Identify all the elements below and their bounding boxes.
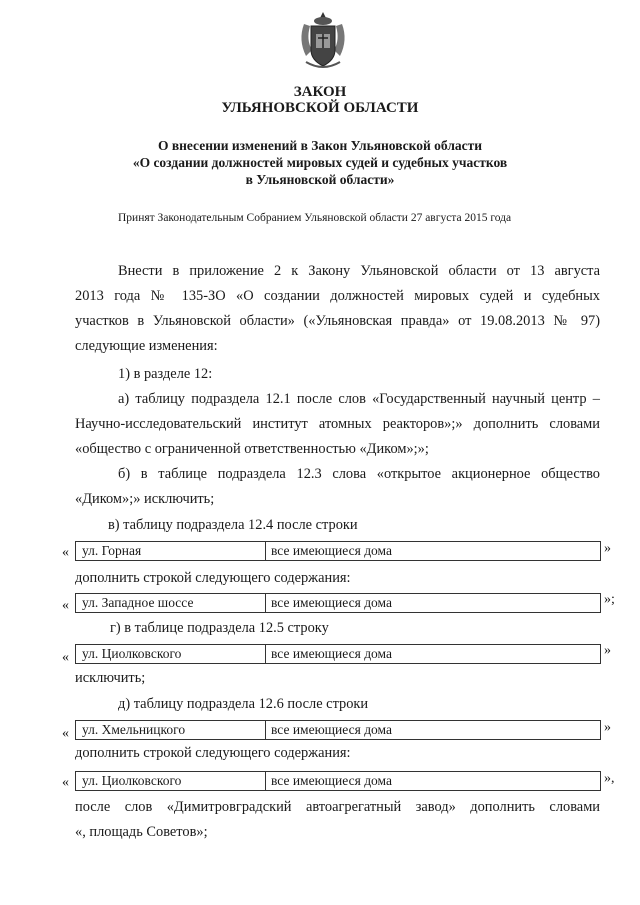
houses-cell: все имеющиеся дома [271,595,392,610]
open-quote: « [62,545,69,560]
paragraph-line: б) в таблице подраздела 12.3 слова «открытое акционерное общество [118,466,600,482]
paragraph-line: участков в Ульяновской области» («Ульяновская правда» от 19.08.2013 № 97) [75,313,600,329]
table-row [75,541,601,561]
open-quote: « [62,726,69,741]
paragraph-line: дополнить строкой следующего содержания: [75,570,351,586]
street-cell: ул. Западное шоссе [76,594,266,612]
open-quote: « [62,598,69,613]
street-cell: ул. Циолковского [76,645,266,663]
street-cell: ул. Горная [76,542,266,560]
paragraph-line: «общество с ограниченной ответственностью «Диком»;»; [75,441,429,457]
table-row [75,644,601,664]
paragraph-line: «Диком»;» исключить; [75,491,215,507]
adoption-note: Принят Законодательным Собранием Ульяновской области 27 августа 2015 года [118,212,512,224]
houses-cell: все имеющиеся дома [271,646,392,661]
close-quote: » [604,541,611,556]
law-region-title: УЛЬЯНОВСКОЙ ОБЛАСТИ [221,100,419,116]
paragraph-line: 2013 года № 135-ЗО «О создании должностей мировых судей и судебных [75,288,600,304]
paragraph-line: Научно-исследовательский институт атомных реакторов»;» дополнить словами [75,416,600,432]
close-quote: », [604,771,615,786]
close-quote: » [604,720,611,735]
paragraph-line: дополнить строкой следующего содержания: [75,745,351,761]
close-quote: » [604,643,611,658]
item-1: 1) в разделе 12: [118,366,213,382]
law-subtitle: О внесении изменений в Закон Ульяновской области «О создании должностей мировых судей и судебных участков в Ульяновской области» [132,138,508,187]
paragraph-line: а) таблицу подраздела 12.1 после слов «Государственный научный центр – [118,391,600,407]
paragraph-line: исключить; [75,670,146,686]
paragraph-line: Внести в приложение 2 к Закону Ульяновской области от 13 августа [118,263,600,279]
paragraph-line: после слов «Димитровградский автоагрегатный завод» дополнить словами [75,799,600,815]
paragraph-line: следующие изменения: [75,338,218,354]
law-title: ЗАКОН [293,84,347,100]
paragraph-line: «, площадь Советов»; [75,824,208,840]
table-row [75,720,601,740]
houses-cell: все имеющиеся дома [271,543,392,558]
street-cell: ул. Циолковского [76,772,266,790]
houses-cell: все имеющиеся дома [271,773,392,788]
table-row [75,771,601,791]
coat-of-arms-emblem [296,10,350,74]
paragraph-line: д) таблицу подраздела 12.6 после строки [118,696,369,712]
houses-cell: все имеющиеся дома [271,722,392,737]
open-quote: « [62,650,69,665]
open-quote: « [62,775,69,790]
paragraph-line: г) в таблице подраздела 12.5 строку [110,620,329,636]
street-cell: ул. Хмельницкого [76,721,266,739]
close-quote: »; [604,592,615,607]
paragraph-line: в) таблицу подраздела 12.4 после строки [108,517,358,533]
table-row [75,593,601,613]
